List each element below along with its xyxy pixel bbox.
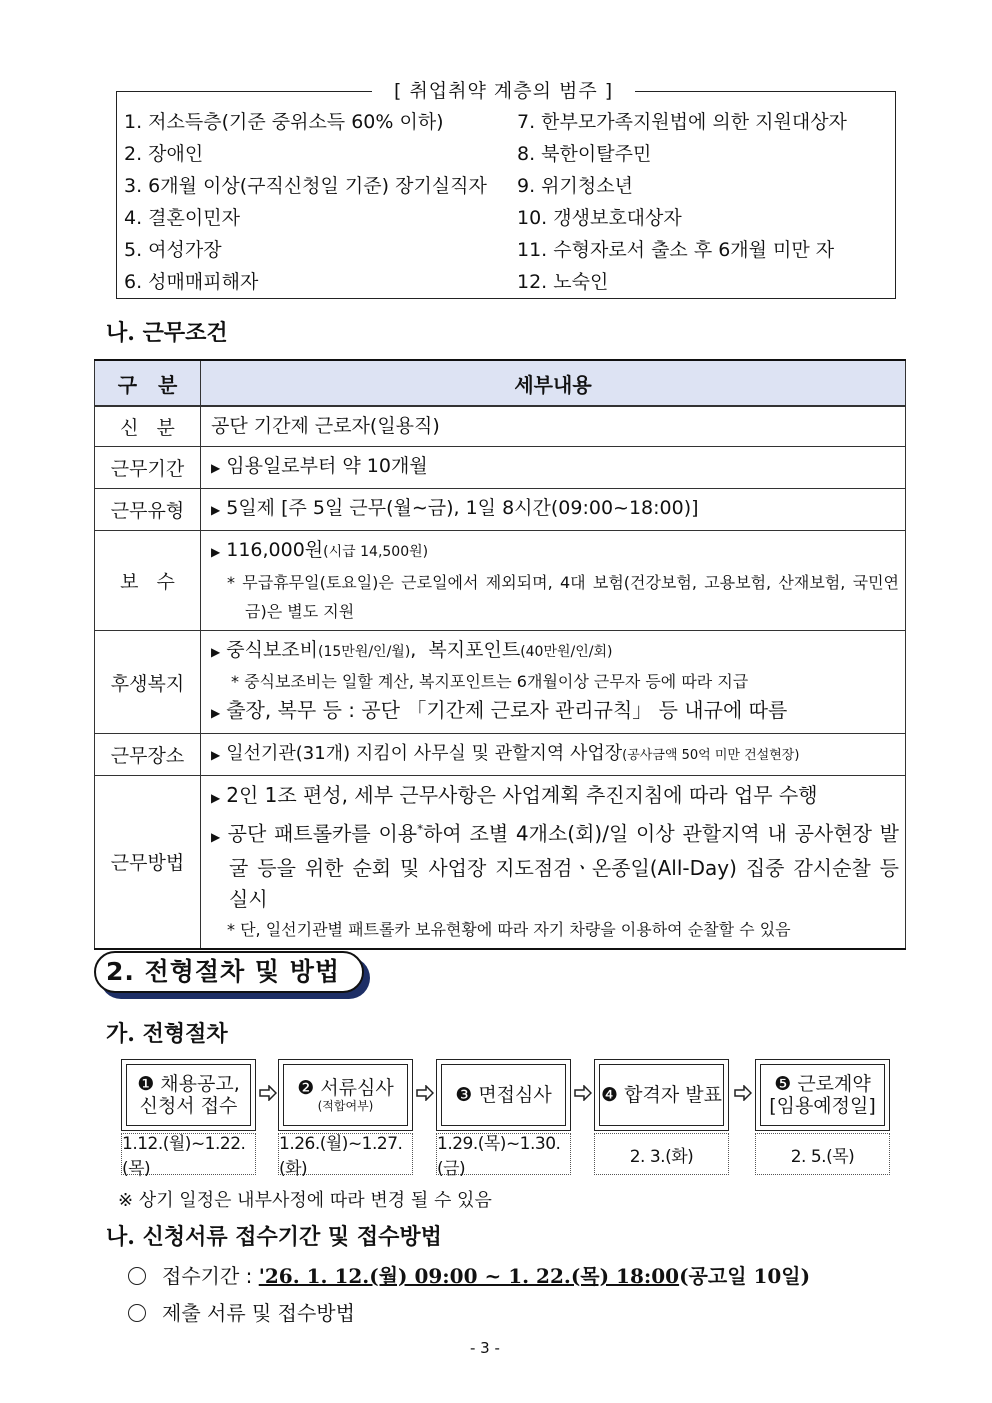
row-value-work-type (201, 489, 906, 531)
step-1-subtitle: 신청서 접수 (139, 1095, 238, 1117)
method-note: * 단, 일선기관별 패트롤카 보유현황에 따라 자기 차량을 이용하여 순찰할 수 있음 (227, 919, 791, 939)
row-label-work-type: 근무유형 (95, 489, 201, 531)
category-item: 6. 성매매피해자 (124, 271, 259, 293)
section-heading-work-conditions: 나. 근무조건 (106, 320, 228, 346)
category-item: 4. 결혼이민자 (124, 207, 240, 229)
column-header-category: 구 분 (95, 360, 201, 406)
welfare-meal-amount: (15만원/인/월) (318, 644, 411, 660)
pay-note: * 무급휴무일(토요일)은 근로일에서 제외되며, 4대 보험(건강보험, 고용보험, 산재보험, 국민연금)은 별도 지원 (227, 573, 899, 621)
category-item: 8. 북한이탈주민 (517, 143, 652, 165)
row-value-welfare (201, 631, 906, 734)
step-2-title: ❷ 서류심사 (297, 1077, 394, 1099)
categories-list (124, 106, 894, 298)
pay-hourly: (시급 14,500원) (323, 544, 429, 560)
method-footnote-mark: * (417, 822, 424, 836)
welfare-note: * 중식보조비는 일할 계산, 복지포인트는 6개월이상 근무자 등에 따라 지급 (231, 672, 749, 691)
categories-title: [ 취업취약 계층의 범주 ] (372, 76, 635, 103)
row-label-status: 신 분 (95, 406, 201, 447)
work-conditions-table (94, 359, 906, 950)
category-item: 9. 위기청소년 (517, 175, 633, 197)
sub-heading-receipt: 나. 신청서류 접수기간 및 접수방법 (106, 1224, 442, 1250)
process-step-2 (278, 1059, 413, 1131)
section-2-badge (94, 951, 364, 993)
category-item: 3. 6개월 이상(구직신청일 기준) 장기실직자 (124, 175, 487, 197)
category-item: 5. 여성가장 (124, 239, 222, 261)
step-5-date: 2. 5.(목) (755, 1133, 890, 1175)
step-1-date: 1.12.(월)~1.22.(목) (121, 1133, 256, 1175)
documents-line (128, 1297, 355, 1326)
step-5-title: ❺ 근로계약 (774, 1073, 871, 1095)
pay-amount: 116,000원 (226, 539, 324, 561)
place-text: 일선기관(31개) 지킴이 사무실 및 관할지역 사업장 (226, 743, 623, 764)
process-step-1 (121, 1059, 256, 1131)
category-item: 1. 저소득층(기준 중위소득 60% 이하) (124, 111, 444, 133)
arrow-right-icon (259, 1085, 277, 1101)
step-3-date: 1.29.(목)~1.30.(금) (436, 1133, 571, 1175)
bullet-triangle-icon: ▶ (211, 829, 222, 844)
process-step-3 (436, 1059, 571, 1131)
bullet-triangle-icon: ▶ (211, 503, 221, 517)
bullet-triangle-icon: ▶ (211, 791, 221, 805)
welfare-trip-text: 출장, 복무 등 : 공단 「기간제 근로자 관리규칙」 등 내규에 따름 (226, 698, 788, 722)
row-label-method: 근무방법 (95, 776, 201, 949)
page-number: - 3 - (470, 1339, 500, 1357)
step-5-subtitle: [임용예정일] (769, 1095, 876, 1117)
receipt-period: '26. 1. 12.(월) 09:00 ~ 1. 22.(목) 18:00 (258, 1264, 680, 1288)
receipt-label: 접수기간 : (162, 1264, 259, 1288)
place-small-text: (공사금액 50억 미만 건설현장) (622, 748, 800, 763)
welfare-points-amount: (40만원/인/회) (520, 644, 613, 660)
section-2-title: 2. 전형절차 및 방법 (106, 957, 341, 986)
category-item: 7. 한부모가족지원법에 의한 지원대상자 (517, 111, 847, 133)
category-item: 11. 수형자로서 출소 후 6개월 미만 자 (517, 239, 835, 261)
row-value-pay (201, 531, 906, 631)
step-4-title: ❹ 합격자 발표 (601, 1084, 722, 1106)
sub-heading-process: 가. 전형절차 (106, 1021, 228, 1047)
step-4-date: 2. 3.(화) (594, 1133, 729, 1175)
receipt-notice: (공고일 10일) (679, 1264, 811, 1288)
documents-label: 제출 서류 및 접수방법 (162, 1301, 355, 1325)
welfare-points-label: , 복지포인트 (410, 639, 521, 661)
process-step-5 (755, 1059, 890, 1131)
period-text: 임용일로부터 약 10개월 (226, 455, 428, 477)
arrow-right-icon (574, 1085, 592, 1101)
bullet-triangle-icon: ▶ (211, 545, 221, 559)
schedule-note: ※ 상기 일정은 내부사정에 따라 변경 될 수 있음 (118, 1190, 492, 1211)
column-header-details: 세부내용 (201, 360, 906, 406)
bullet-triangle-icon: ▶ (211, 461, 221, 475)
category-item: 10. 갱생보호대상자 (517, 207, 682, 229)
step-2-date: 1.26.(월)~1.27.(화) (278, 1133, 413, 1175)
row-value-place (201, 734, 906, 776)
category-item: 2. 장애인 (124, 143, 204, 165)
row-label-place: 근무장소 (95, 734, 201, 776)
step-2-note: (적합여부) (317, 1099, 374, 1113)
row-value-method (201, 776, 906, 949)
welfare-meal: 중식보조비 (226, 639, 319, 661)
row-label-welfare: 후생복지 (95, 631, 201, 734)
method-text-2b: 하여 조별 4개소(회)/일 이상 관할지역 내 공사현장 발굴 등을 위한 순회 및 사업장 지도점검ㆍ온종일(All-Day) 집중 감시순찰 등 실시 (229, 821, 899, 911)
circle-bullet-icon (128, 1267, 146, 1285)
method-item-2 (211, 814, 899, 915)
bullet-triangle-icon: ▶ (211, 748, 221, 762)
bullet-triangle-icon: ▶ (211, 645, 221, 659)
circle-bullet-icon (128, 1304, 146, 1322)
work-type-text: 5일제 [주 5일 근무(월∼금), 1일 8시간(09:00~18:00)] (226, 497, 699, 519)
arrow-right-icon (416, 1085, 434, 1101)
category-item: 12. 노숙인 (517, 271, 609, 293)
row-label-period: 근무기간 (95, 447, 201, 489)
method-text-2a: 공단 패트롤카를 이용 (227, 821, 418, 846)
row-value-status: 공단 기간제 근로자(일용직) (201, 406, 906, 447)
receipt-period-line (128, 1260, 810, 1289)
method-text-1: 2인 1조 편성, 세부 근무사항은 사업계획 추진지침에 따라 업무 수행 (226, 783, 818, 807)
process-step-4 (594, 1059, 729, 1131)
row-value-period (201, 447, 906, 489)
row-label-pay: 보 수 (95, 531, 201, 631)
arrow-right-icon (734, 1085, 752, 1101)
step-1-title: ❶ 채용공고, (137, 1073, 240, 1095)
bullet-triangle-icon: ▶ (211, 706, 221, 720)
step-3-title: ❸ 면접심사 (455, 1084, 552, 1106)
